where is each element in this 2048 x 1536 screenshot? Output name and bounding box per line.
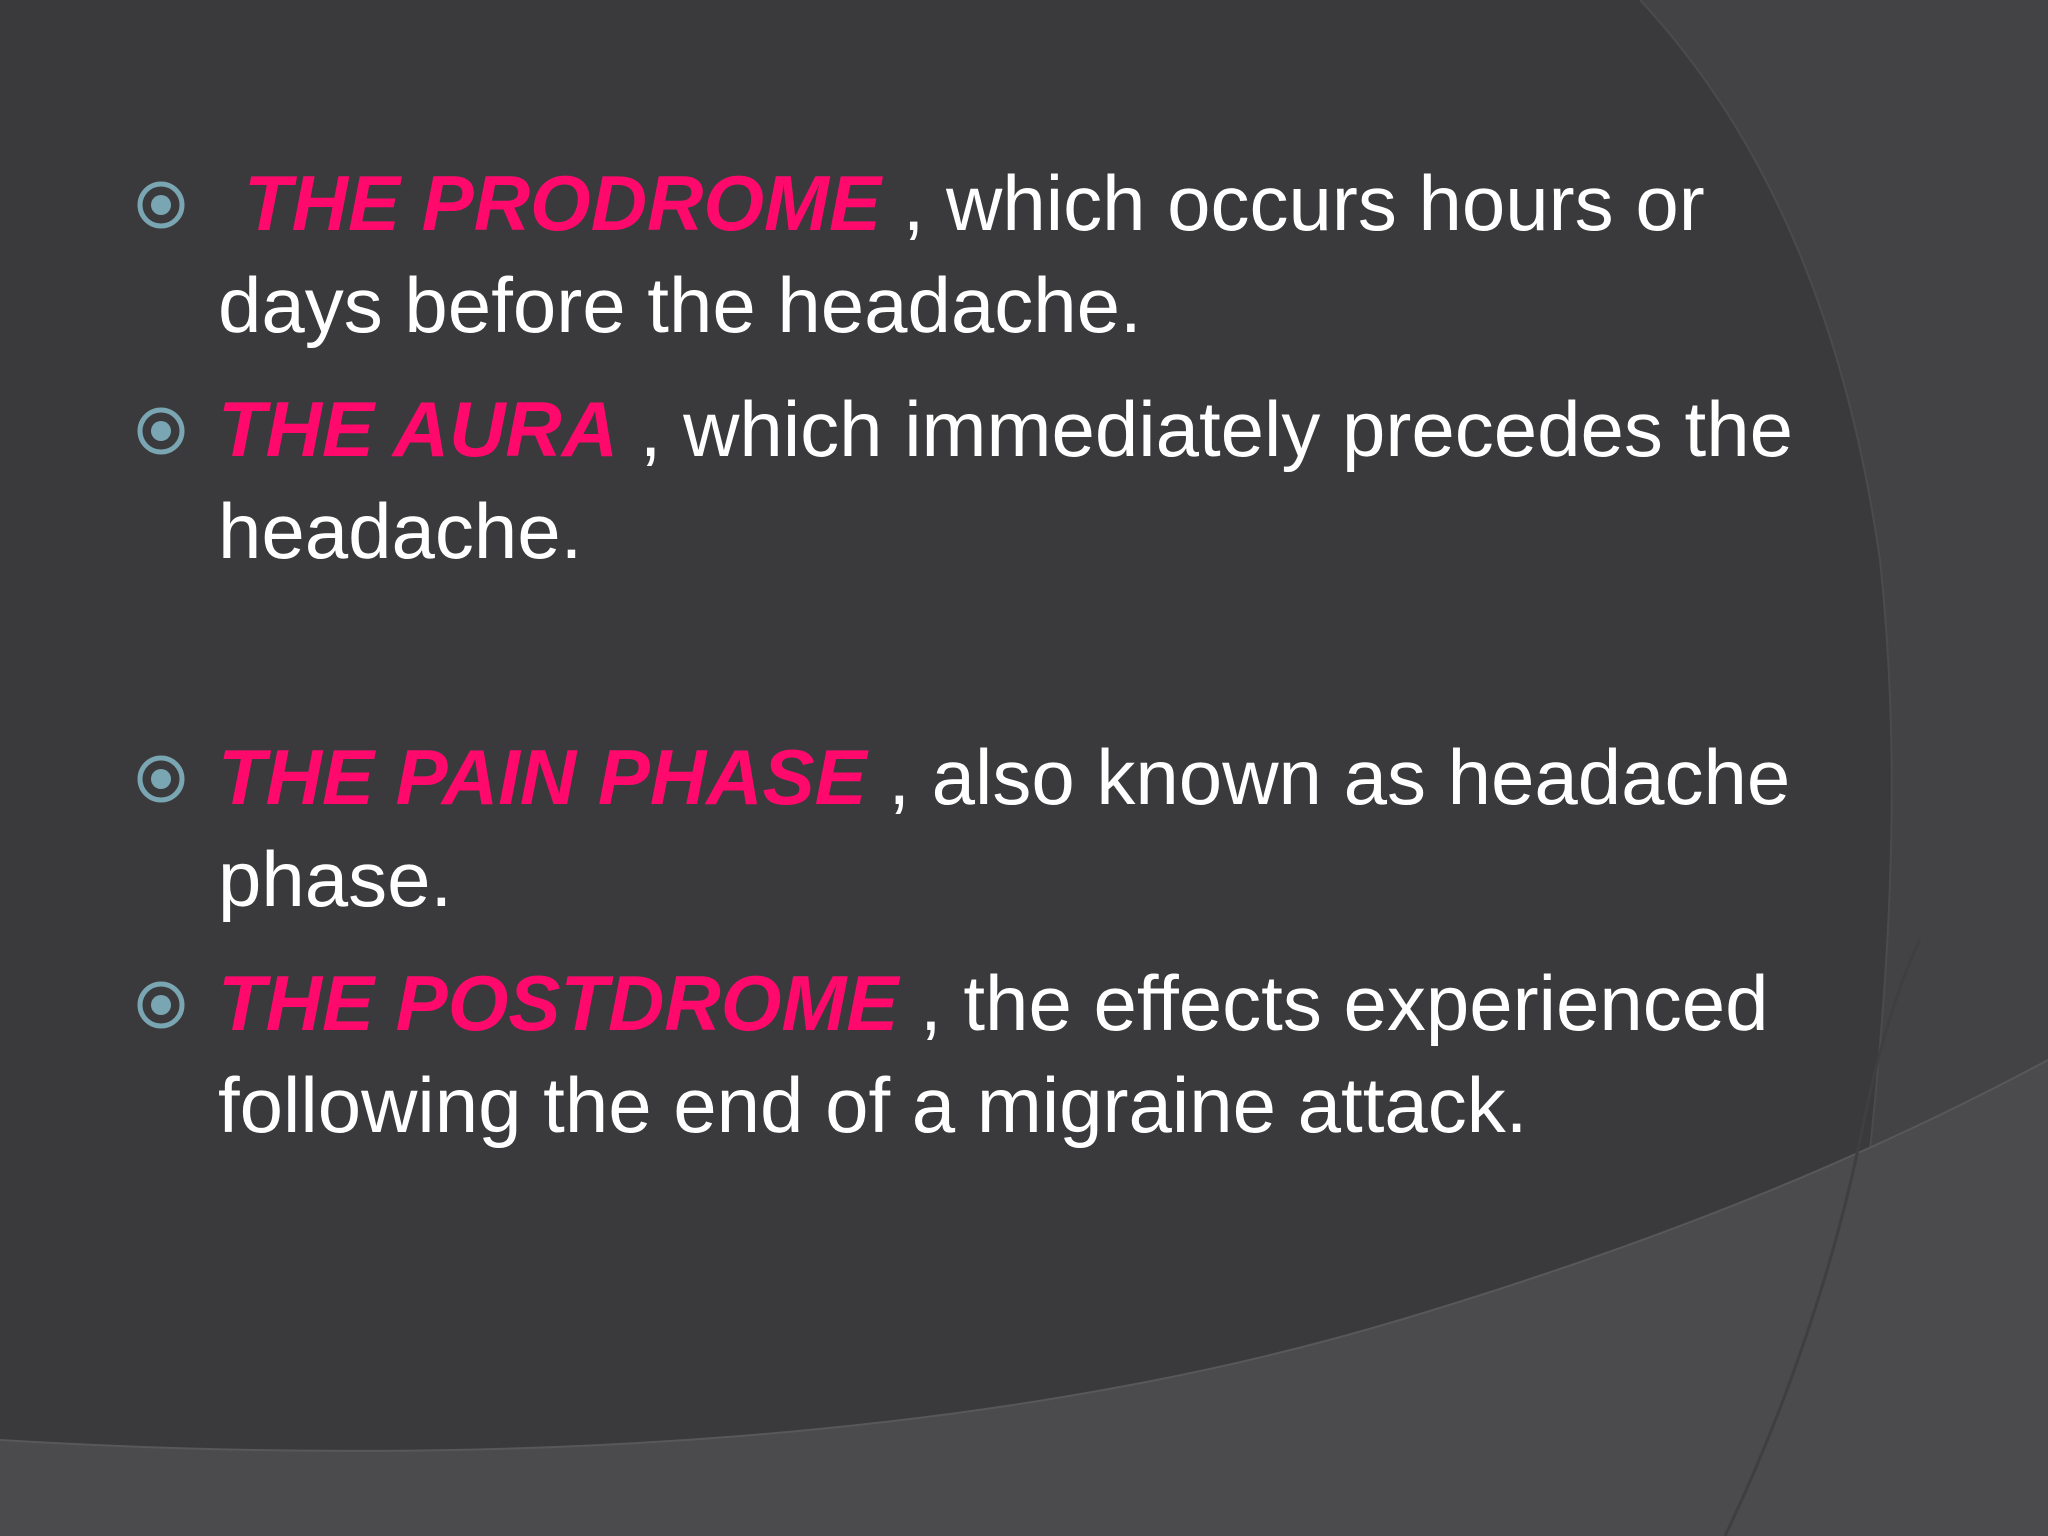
- bullet-text: [218, 378, 1878, 582]
- bullet-text: [218, 152, 1878, 356]
- description: , which immediately precedes the headache.: [218, 385, 1793, 575]
- description: , which occurs hours or days before the headache.: [218, 159, 1705, 349]
- term-label: THE POSTDROME: [218, 959, 899, 1047]
- bullet-text: [218, 952, 1878, 1156]
- circle-bullet-icon: [136, 754, 186, 804]
- term-label: THE PAIN PHASE: [218, 733, 867, 821]
- description: , also known as headache phase.: [218, 733, 1791, 923]
- term-label: THE PRODROME: [244, 159, 882, 247]
- circle-bullet-icon: [136, 980, 186, 1030]
- term-label: THE AURA: [218, 385, 619, 473]
- description: , the effects experienced following the end of a migraine attack.: [218, 959, 1769, 1149]
- circle-bullet-icon: [136, 406, 186, 456]
- bullet-text: [218, 726, 1878, 930]
- circle-bullet-icon: [136, 180, 186, 230]
